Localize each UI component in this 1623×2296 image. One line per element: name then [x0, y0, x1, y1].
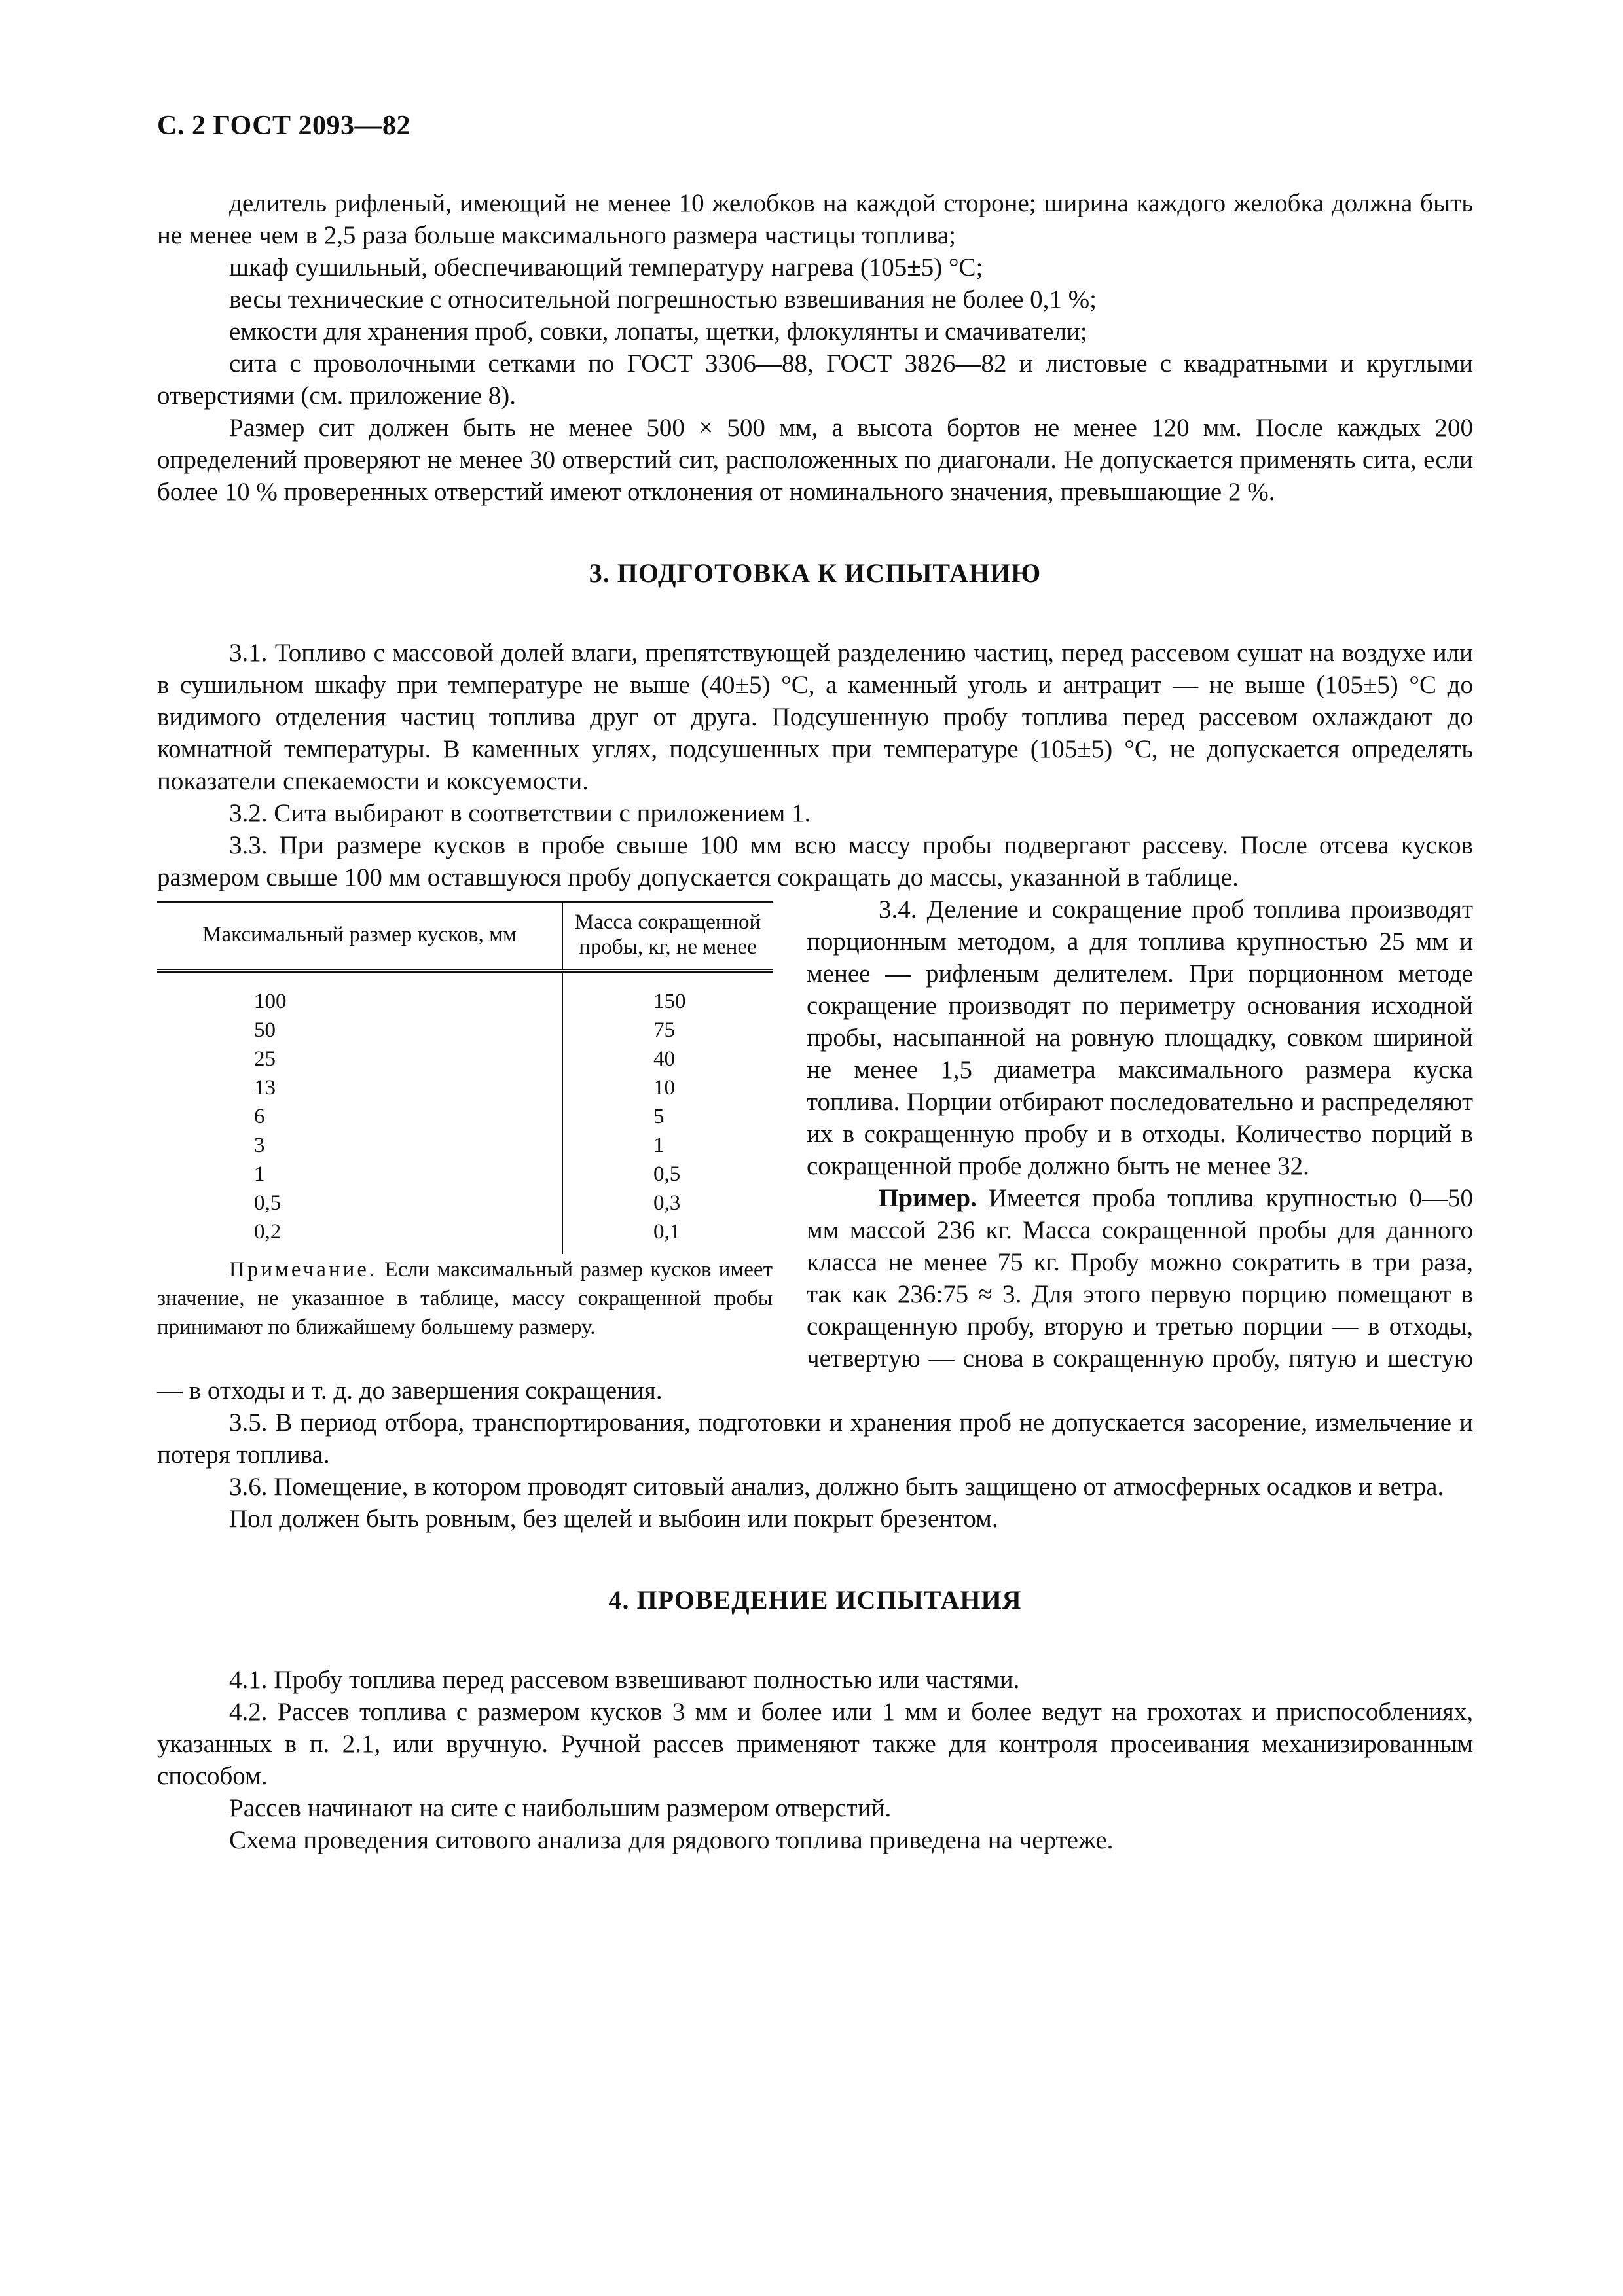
table-cell-mass: 150 [653, 990, 686, 1013]
paragraph-3-4: 3.4. Деление и сокращение проб топлива производят порционным методом, а для топлива крупностью 25 мм и менее — рифленым делителем. При порционном методе сокращение производят по периметру основания исходной пробы, насыпанной на ровную площадку, совком шириной не менее 1,5 диаметра максимального размера куска топлива. Порции отбирают последовательно и распределяют их в сокращенную пробу и в отходы. Количество порций в сокращенной пробе должно быть не менее 32. [807, 895, 1473, 1180]
paragraph-3-2: 3.2. Сита выбирают в соответствии с приложением 1. [229, 799, 811, 827]
column-header-mass: Масса сокращенной пробы, кг, не менее [574, 910, 761, 959]
example-label: Пример. [879, 1184, 977, 1212]
table-note [157, 1255, 773, 1342]
column-header-max-size: Максимальный размер кусков, мм [157, 903, 562, 971]
table-row [157, 1045, 773, 1073]
example-text: Имеется проба топлива крупностью 0—50 мм массой 236 кг. Масса сокращенной пробы для данного класса не менее 75 кг. Пробу можно сократить в три раза, так как 236:75 ≈ 3. Для этого первую порцию помещают в сокращенную пробу, вторую и третью порции — в отходы, четвертую — снова в сокращенную пробу, пятую и шестую — в отходы и т. д. до завершения сокращения. [157, 1184, 1473, 1405]
page-header: С. 2 ГОСТ 2093—82 [157, 111, 411, 141]
table-cell-size: 0,5 [157, 1189, 562, 1217]
paragraph-3-6: 3.6. Помещение, в котором проводят ситовый анализ, должно быть защищено от атмосферных осадков и ветра. [229, 1473, 1444, 1501]
section-4-title: 4. ПРОВЕДЕНИЕ ИСПЫТАНИЯ [608, 1585, 1022, 1615]
document-page [157, 110, 1473, 1856]
table-row [157, 1102, 773, 1131]
paragraph-scales: весы технические с относительной погрешностью взвешивания не более 0,1 %; [229, 285, 1097, 314]
paragraph-containers: емкости для хранения проб, совки, лопаты, щетки, флокулянты и смачиватели; [229, 317, 1087, 346]
table-header-row [157, 903, 773, 971]
table-row [157, 1217, 773, 1254]
paragraph-4-1: 4.1. Пробу топлива перед рассевом взвешивают полностью или частями. [229, 1666, 1020, 1694]
table-row [157, 1073, 773, 1102]
table-cell-size: 6 [157, 1102, 562, 1131]
table-cell-mass: 0,5 [653, 1162, 681, 1186]
table-cell-mass: 1 [653, 1134, 665, 1157]
section-3-title: 3. ПОДГОТОВКА К ИСПЫТАНИЮ [589, 558, 1042, 588]
paragraph-4-2: 4.2. Рассев топлива с размером кусков 3 мм и более или 1 мм и более ведут на грохотах и приспособлениях, указанных в п. 2.1, или вручную. Ручной рассев применяют также для контроля просеивания механизированным способом. [157, 1698, 1473, 1790]
table-note-label: Примечание. [229, 1258, 378, 1282]
table-row [157, 1160, 773, 1189]
table-cell-size: 3 [157, 1131, 562, 1160]
paragraph-floor: Пол должен быть ровным, без щелей и выбоин или покрыт брезентом. [229, 1505, 998, 1533]
table-block [157, 901, 773, 1342]
paragraph-dryer: шкаф сушильный, обеспечивающий температуру нагрева (105±5) °С; [229, 253, 983, 281]
paragraph-sieves: сита с проволочными сетками по ГОСТ 3306—88, ГОСТ 3826—82 и листовые с квадратными и круглыми отверстиями (см. приложение 8). [157, 350, 1473, 410]
paragraph-sieve-size: Размер сит должен быть не менее 500 × 500 мм, а высота бортов не менее 120 мм. После каждых 200 определений проверяют не менее 30 отверстий сит, расположенных по диагонали. Не допускается применять сита, если более 10 % проверенных отверстий имеют отклонения от номинального значения, превышающие 2 %. [157, 414, 1473, 506]
table-cell-mass: 0,1 [653, 1220, 681, 1244]
paragraph-sieving-start: Рассев начинают на сите с наибольшим размером отверстий. [229, 1794, 892, 1822]
table-cell-size: 13 [157, 1073, 562, 1102]
paragraph-scheme: Схема проведения ситового анализа для рядового топлива приведена на чертеже. [229, 1826, 1114, 1854]
table-cell-size: 50 [157, 1016, 562, 1045]
table-cell-mass: 10 [653, 1076, 675, 1100]
paragraph-3-5: 3.5. В период отбора, транспортирования, подготовки и хранения проб не допускается засорение, измельчение и потеря топлива. [157, 1408, 1473, 1469]
table-cell-mass: 40 [653, 1047, 675, 1071]
paragraph-3-3: 3.3. При размере кусков в пробе свыше 100 мм всю массу пробы подвергают рассеву. После отсева кусков размером свыше 100 мм оставшуюся пробу допускается сокращать до массы, указанной в таблице. [157, 831, 1473, 891]
table-row [157, 971, 773, 1016]
table-row [157, 1131, 773, 1160]
table-cell-size: 100 [157, 971, 562, 1016]
table-cell-size: 1 [157, 1160, 562, 1189]
table-cell-mass: 0,3 [653, 1191, 681, 1215]
table-cell-size: 25 [157, 1045, 562, 1073]
table-cell-size: 0,2 [157, 1217, 562, 1254]
paragraph-divider: делитель рифленый, имеющий не менее 10 желобков на каждой стороне; ширина каждого желобка должна быть не менее чем в 2,5 раза больше максимального размера частицы топлива; [157, 189, 1473, 249]
table-cell-mass: 75 [653, 1018, 675, 1042]
table-note-text: Если максимальный размер кусков имеет значение, не указанное в таблице, массу сокращенной пробы принимают по ближайшему большему размеру. [157, 1258, 773, 1339]
table-row [157, 1016, 773, 1045]
table-row [157, 1189, 773, 1217]
paragraph-3-1: 3.1. Топливо с массовой долей влаги, препятствующей разделению частиц, перед рассевом сушат на воздухе или в сушильном шкафу при температуре не выше (40±5) °С, а каменный уголь и антрацит — не выше (105±5) °С до видимого отделения частиц топлива друг от друга. Подсушенную пробу топлива перед рассевом охлаждают до комнатной температуры. В каменных углях, подсушенных при температуре (105±5) °С, не допускается определять показатели спекаемости и коксуемости. [157, 639, 1473, 795]
sample-mass-table [157, 901, 773, 1254]
table-cell-mass: 5 [653, 1105, 665, 1128]
